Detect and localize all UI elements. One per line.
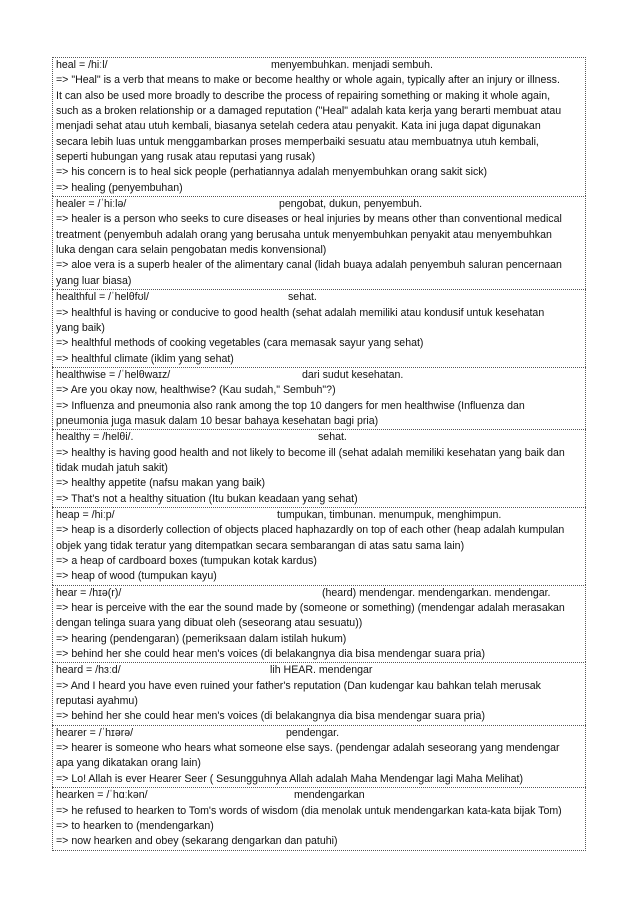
example-line: => Influenza and pneumonia also rank among the top 10 dangers for men healthwise (Influenza dan xyxy=(56,399,525,412)
entry-header xyxy=(56,290,583,305)
dictionary-page xyxy=(52,57,586,851)
entry-healthy xyxy=(52,429,586,507)
headword: heal = /hiːl/ xyxy=(56,59,108,71)
entry-header xyxy=(56,430,583,445)
entry-healthful xyxy=(52,289,586,367)
example-line: => Lo! Allah is ever Hearer Seer ( Sesungguhnya Allah adalah Maha Mendengar lagi Maha Melihat) xyxy=(56,772,523,785)
entry-hearer xyxy=(52,725,586,787)
definition-line: => heap is a disorderly collection of objects placed haphazardly on top of each other (heap adalah kumpulan xyxy=(56,524,565,537)
example-line: => heap of wood (tumpukan kayu) xyxy=(56,570,217,583)
definition-line: such as a broken relationship or a damaged reputation ("Heal" adalah kata kerja yang berarti membuat atau xyxy=(56,105,562,118)
entry-header xyxy=(56,58,583,73)
example-line: reputasi ayahmu) xyxy=(56,695,138,708)
entry-header xyxy=(56,663,583,678)
definition-line: apa yang dikatakan orang lain) xyxy=(56,757,201,770)
entry-header xyxy=(56,788,583,803)
example-line: => And I heard you have even ruined your father's reputation (Dan kudengar kau bahkan telah merusak xyxy=(56,679,541,692)
definition-line: secara lebih luas untuk menggambarkan proses memperbaiki sesuatu atau membuatnya utuh kembali, xyxy=(56,135,539,148)
entry-healthwise xyxy=(52,367,586,429)
example-line: => healthy appetite (nafsu makan yang baik) xyxy=(56,477,266,490)
translation: pengobat, dukun, penyembuh. xyxy=(279,198,423,211)
example-line: => to hearken to (mendengarkan) xyxy=(56,819,214,832)
headword: healthful = /ˈhelθfʊl/ xyxy=(56,291,149,304)
headword: heap = /hiːp/ xyxy=(56,508,115,521)
definition-line: seperti hubungan yang rusak atau reputasi yang rusak) xyxy=(56,151,316,164)
headword: heard = /hɜːd/ xyxy=(56,664,121,677)
headword: hear = /hɪə(r)/ xyxy=(56,586,122,599)
entry-header xyxy=(56,726,583,741)
definition-line: It can also be used more broadly to describe the process of repairing something or making it whole again, xyxy=(56,89,551,102)
entry-header xyxy=(56,368,583,383)
entry-heard xyxy=(52,662,586,724)
headword: healer = /ˈhiːlə/ xyxy=(56,198,127,211)
entry-heal xyxy=(52,57,586,196)
translation: mendengarkan xyxy=(294,789,365,802)
entry-hear xyxy=(52,585,586,663)
headword: healthy = /helθi/. xyxy=(56,431,134,444)
definition-line: => hearer is someone who hears what someone else says. (pendengar adalah seseorang yang mendengar xyxy=(56,742,560,755)
example-line: => now hearken and obey (sekarang dengarkan dan patuhi) xyxy=(56,835,338,848)
example-line: => a heap of cardboard boxes (tumpukan kotak kardus) xyxy=(56,555,317,567)
definition-line: tidak mudah jatuh sakit) xyxy=(56,461,168,474)
entry-header xyxy=(56,197,583,212)
headword: healthwise = /ˈhelθwaɪz/ xyxy=(56,368,171,381)
translation: menyembuhkan. menjadi sembuh. xyxy=(271,59,433,71)
translation: sehat. xyxy=(318,431,347,444)
example-line: pneumonia juga masuk dalam 10 besar bahaya kesehatan bagi pria) xyxy=(56,414,379,427)
definition-line: menjadi sehat atau utuh kembali, biasanya setelah cedera atau penyakit. Kata ini juga dapat digunakan xyxy=(56,120,541,133)
headword: hearer = /ˈhɪərə/ xyxy=(56,726,134,739)
translation: pendengar. xyxy=(286,726,340,739)
example-line: => Are you okay now, healthwise? (Kau sudah," Sembuh"?) xyxy=(56,384,336,397)
example-line: => aloe vera is a superb healer of the alimentary canal (lidah buaya adalah penyembuh saluran pencernaan xyxy=(56,259,562,272)
example-line: => his concern is to heal sick people (perhatiannya adalah menyembuhkan orang sakit sick) xyxy=(56,166,488,179)
example-line: => hearing (pendengaran) (pemeriksaan dalam istilah hukum) xyxy=(56,632,347,645)
entry-healer xyxy=(52,196,586,289)
example-line: => That's not a healthy situation (Itu bukan keadaan yang sehat) xyxy=(56,492,358,505)
translation: tumpukan, timbunan. menumpuk, menghimpun. xyxy=(277,508,502,521)
definition-line: luka dengan cara selain pengobatan medis konvensional) xyxy=(56,244,327,257)
definition-line: dengan telinga suara yang dibuat oleh (seseorang atau sesuatu)) xyxy=(56,617,363,630)
example-line: => behind her she could hear men's voices (di belakangnya dia bisa mendengar suara pria) xyxy=(56,710,485,723)
definition-line: => "Heal" is a verb that means to make or become healthy or whole again, typically after an injury or illness. xyxy=(56,74,560,87)
example-line: => healthful climate (iklim yang sehat) xyxy=(56,352,234,365)
entry-heap xyxy=(52,507,586,585)
definition-line: => healer is a person who seeks to cure diseases or heal injuries by means other than conventional medical xyxy=(56,213,562,226)
translation: lih HEAR. mendengar xyxy=(270,664,373,677)
entry-header xyxy=(56,586,583,601)
translation: (heard) mendengar. mendengarkan. mendengar. xyxy=(322,586,551,599)
definition-line: treatment (penyembuh adalah orang yang berusaha untuk menyembuhkan penyakit atau menyembuhkan xyxy=(56,228,552,241)
definition-line: => hear is perceive with the ear the sound made by (someone or something) (mendengar adalah merasakan xyxy=(56,602,565,615)
example-line: => he refused to hearken to Tom's words of wisdom (dia menolak untuk mendengarkan kata-kata bijak Tom) xyxy=(56,804,562,817)
entry-header xyxy=(56,508,583,523)
example-line: => healthful methods of cooking vegetables (cara memasak sayur yang sehat) xyxy=(56,337,424,350)
example-line: => healing (penyembuhan) xyxy=(56,181,183,194)
translation: dari sudut kesehatan. xyxy=(302,368,404,381)
translation: sehat. xyxy=(288,291,317,304)
definition-line: yang baik) xyxy=(56,321,105,334)
entry-hearken xyxy=(52,787,586,850)
definition-line: => healthful is having or conducive to good health (sehat adalah memiliki atau kondusif untuk kesehatan xyxy=(56,306,545,319)
headword: hearken = /ˈhɑːkən/ xyxy=(56,789,148,802)
definition-line: objek yang tidak teratur yang ditempatkan secara sembarangan di atas satu sama lain) xyxy=(56,539,465,552)
example-line: => behind her she could hear men's voices (di belakangnya dia bisa mendengar suara pria) xyxy=(56,648,485,661)
definition-line: => healthy is having good health and not likely to become ill (sehat adalah memiliki kesehatan yang baik dan xyxy=(56,446,565,459)
example-line: yang luar biasa) xyxy=(56,274,132,287)
